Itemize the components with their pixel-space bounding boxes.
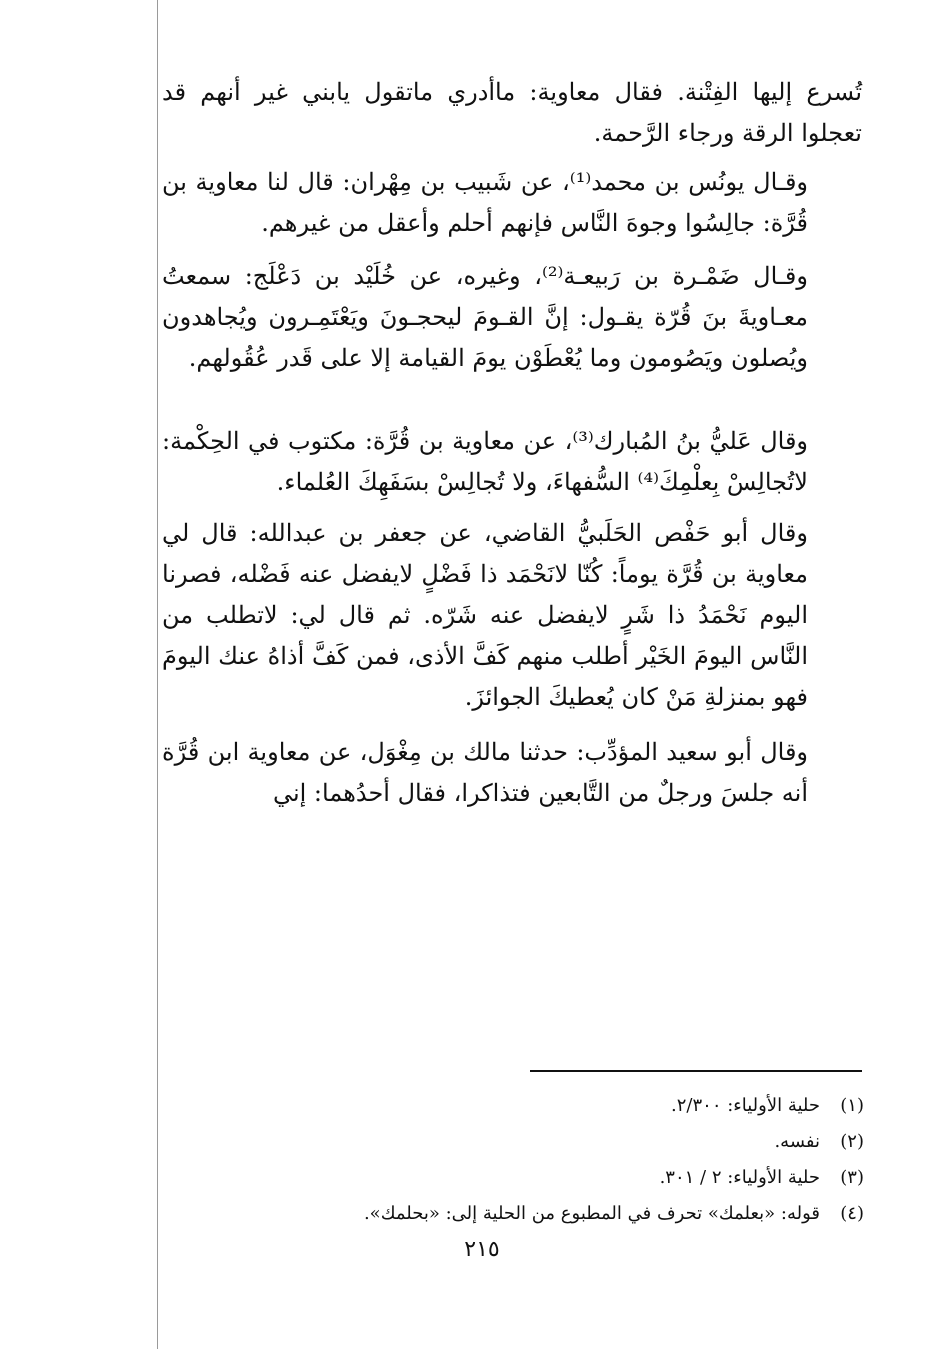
footnote-text: قوله: «بعلمك» تحرف في المطبوع من الحلية إلى: «بحلمك». [363,1203,820,1224]
paragraph-1: تُسرع إليها الفِتْنة. فقال معاوية: ماأدري ماتقول يابني غير أنهم قد تعجلوا الرقة ورجاء الرَّحمة. [162,78,862,147]
page-gutter-line [157,0,158,1349]
footnote-1 [290,1088,864,1124]
footnote-separator [530,1070,862,1072]
footnote-number: (٤) [840,1203,864,1224]
footnote-3 [290,1160,864,1196]
paragraph-6: وقال أبو سعيد المؤدِّب: حدثنا مالك بن مِغْوَل، عن معاوية ابن قُرَّة أنه جلسَ ورجلٌ من التَّابعين فتذاكرا، فقال أحدُهما: إني [162,738,809,807]
footnote-text: حلية الأولياء: ٢ / ٣٠١. [659,1167,820,1188]
footnote-number: (٢) [840,1131,864,1152]
paragraph-3: وقـال ضَمْـرة بن رَبيعـة⁽²⁾، وغيره، عن خُلَيْد بن دَعْلَج: سمعتُ معـاويةَ بنَ قُرّة يقـول: إنَّ القـومَ ليحجـونَ ويَعْتَمِـرون ويُجاهدون ويُصلون ويَصُومون وما يُعْطَوْن يومَ القيامة إلا على قَدر عُقُولهم. [162,262,808,372]
footnote-number: (١) [840,1095,864,1116]
footnote-number: (٣) [840,1167,864,1188]
footnote-text: نفسه. [774,1131,820,1152]
footnote-text: حلية الأولياء: ٢/٣٠٠. [671,1095,820,1116]
paragraph-2: وقـال يونُس بن محمد⁽¹⁾، عن شَبيب بن مِهْران: قال لنا معاوية بن قُرَّة: جالِسُوا وجوهَ النَّاس فإنهم أحلم وأعقل من غيرهم. [162,168,809,237]
footnote-4 [290,1196,864,1232]
page-body [162,72,862,814]
paragraph-4: وقال عَليُّ بنُ المُبارك⁽³⁾، عن معاوية بن قُرَّة: مكتوب في الحِكْمة: لاتُجالِسْ بِعلْمِكَ⁽⁴⁾ السُّفهاءَ، ولا تُجالِسْ بسَفَهِكَ العُلماء. [162,427,809,496]
footnote-2 [290,1124,864,1160]
page-number: ٢١٥ [464,1237,500,1262]
footnotes [290,1088,864,1232]
paragraph-5: وقال أبو حَفْص الحَلَبيُّ القاضي، عن جعفر بن عبدالله: قال لي معاوية بن قُرَّة يوماً: كُنّا لانَحْمَد ذا فَضْلٍ لايفضل عنه فَضْله، فصرنا اليوم نَحْمَدُ ذا شَرٍ لايفضل عنه شَرّه. ثم قال لي: لاتطلب من النَّاس اليومَ الخَيْر أطلب منهم كَفَّ الأذى، فمن كَفَّ أذاهُ عنك اليومَ فهو بمنزلةِ مَنْ كان يُعطيكَ الجوائزَ. [162,519,808,711]
